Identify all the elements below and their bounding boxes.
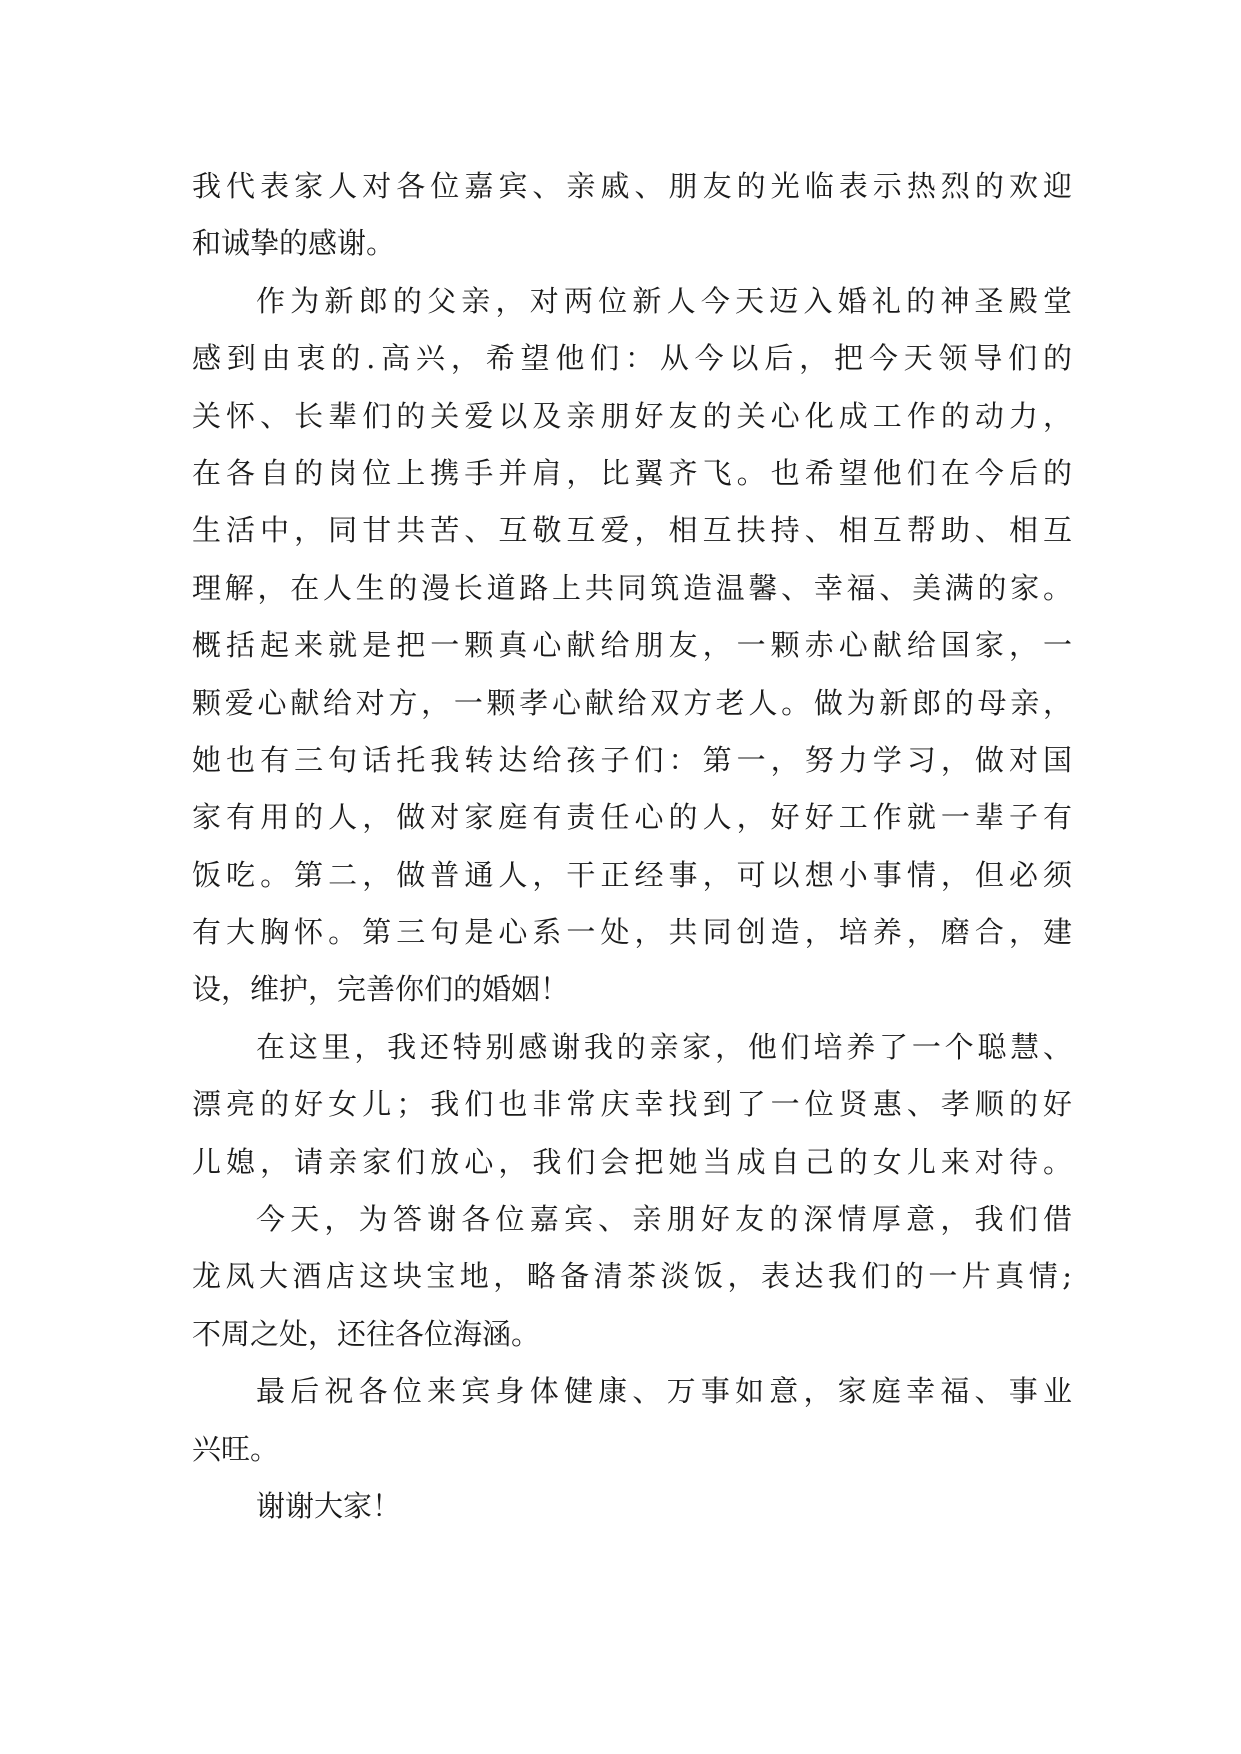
text-line: 不周之处，还往各位海涵。	[192, 1316, 541, 1351]
text-line: 有大胸怀。第三句是心系一处，共同创造，培养，磨合，建	[192, 915, 1072, 950]
text-line: 颗爱心献给对方，一颗孝心献给双方老人。做为新郎的母亲，	[192, 685, 1072, 720]
text-line: 她也有三句话托我转达给孩子们：第一，努力学习，做对国	[192, 742, 1072, 777]
text-line: 生活中，同甘共苦、互敬互爱，相互扶持、相互帮助、相互	[192, 513, 1072, 548]
text-line: 儿媳，请亲家们放心，我们会把她当成自己的女儿来对待。	[192, 1144, 1072, 1179]
text-line: 谢谢大家！	[256, 1488, 402, 1523]
text-line: 关怀、长辈们的关爱以及亲朋好友的关心化成工作的动力，	[192, 398, 1072, 433]
text-line: 饭吃。第二，做普通人，干正经事，可以想小事情，但必须	[192, 857, 1072, 892]
text-line: 概括起来就是把一颗真心献给朋友，一颗赤心献给国家，一	[192, 628, 1072, 663]
text-line: 作为新郎的父亲，对两位新人今天迈入婚礼的神圣殿堂	[256, 283, 1072, 318]
text-line: 今天，为答谢各位嘉宾、亲朋好友的深情厚意，我们借	[256, 1202, 1072, 1237]
text-line: 最后祝各位来宾身体健康、万事如意，家庭幸福、事业	[256, 1374, 1072, 1409]
text-line: 家有用的人，做对家庭有责任心的人，好好工作就一辈子有	[192, 800, 1072, 835]
text-line: 在各自的岗位上携手并肩，比翼齐飞。也希望他们在今后的	[192, 455, 1072, 490]
document-body	[192, 158, 1072, 1535]
text-line: 理解，在人生的漫长道路上共同筑造温馨、幸福、美满的家。	[192, 570, 1072, 605]
text-line: 感到由衷的.高兴，希望他们：从今以后，把今天领导们的	[192, 341, 1072, 376]
text-line: 在这里，我还特别感谢我的亲家，他们培养了一个聪慧、	[256, 1029, 1072, 1064]
text-line: 和诚挚的感谢。	[192, 226, 396, 261]
text-line: 漂亮的好女儿；我们也非常庆幸找到了一位贤惠、孝顺的好	[192, 1087, 1072, 1122]
text-line: 龙凤大酒店这块宝地，略备清茶淡饭，表达我们的一片真情;	[192, 1259, 1072, 1294]
text-line: 设，维护，完善你们的婚姻！	[192, 972, 570, 1007]
text-line: 我代表家人对各位嘉宾、亲戚、朋友的光临表示热烈的欢迎	[192, 169, 1072, 203]
text-line: 兴旺。	[192, 1431, 280, 1466]
